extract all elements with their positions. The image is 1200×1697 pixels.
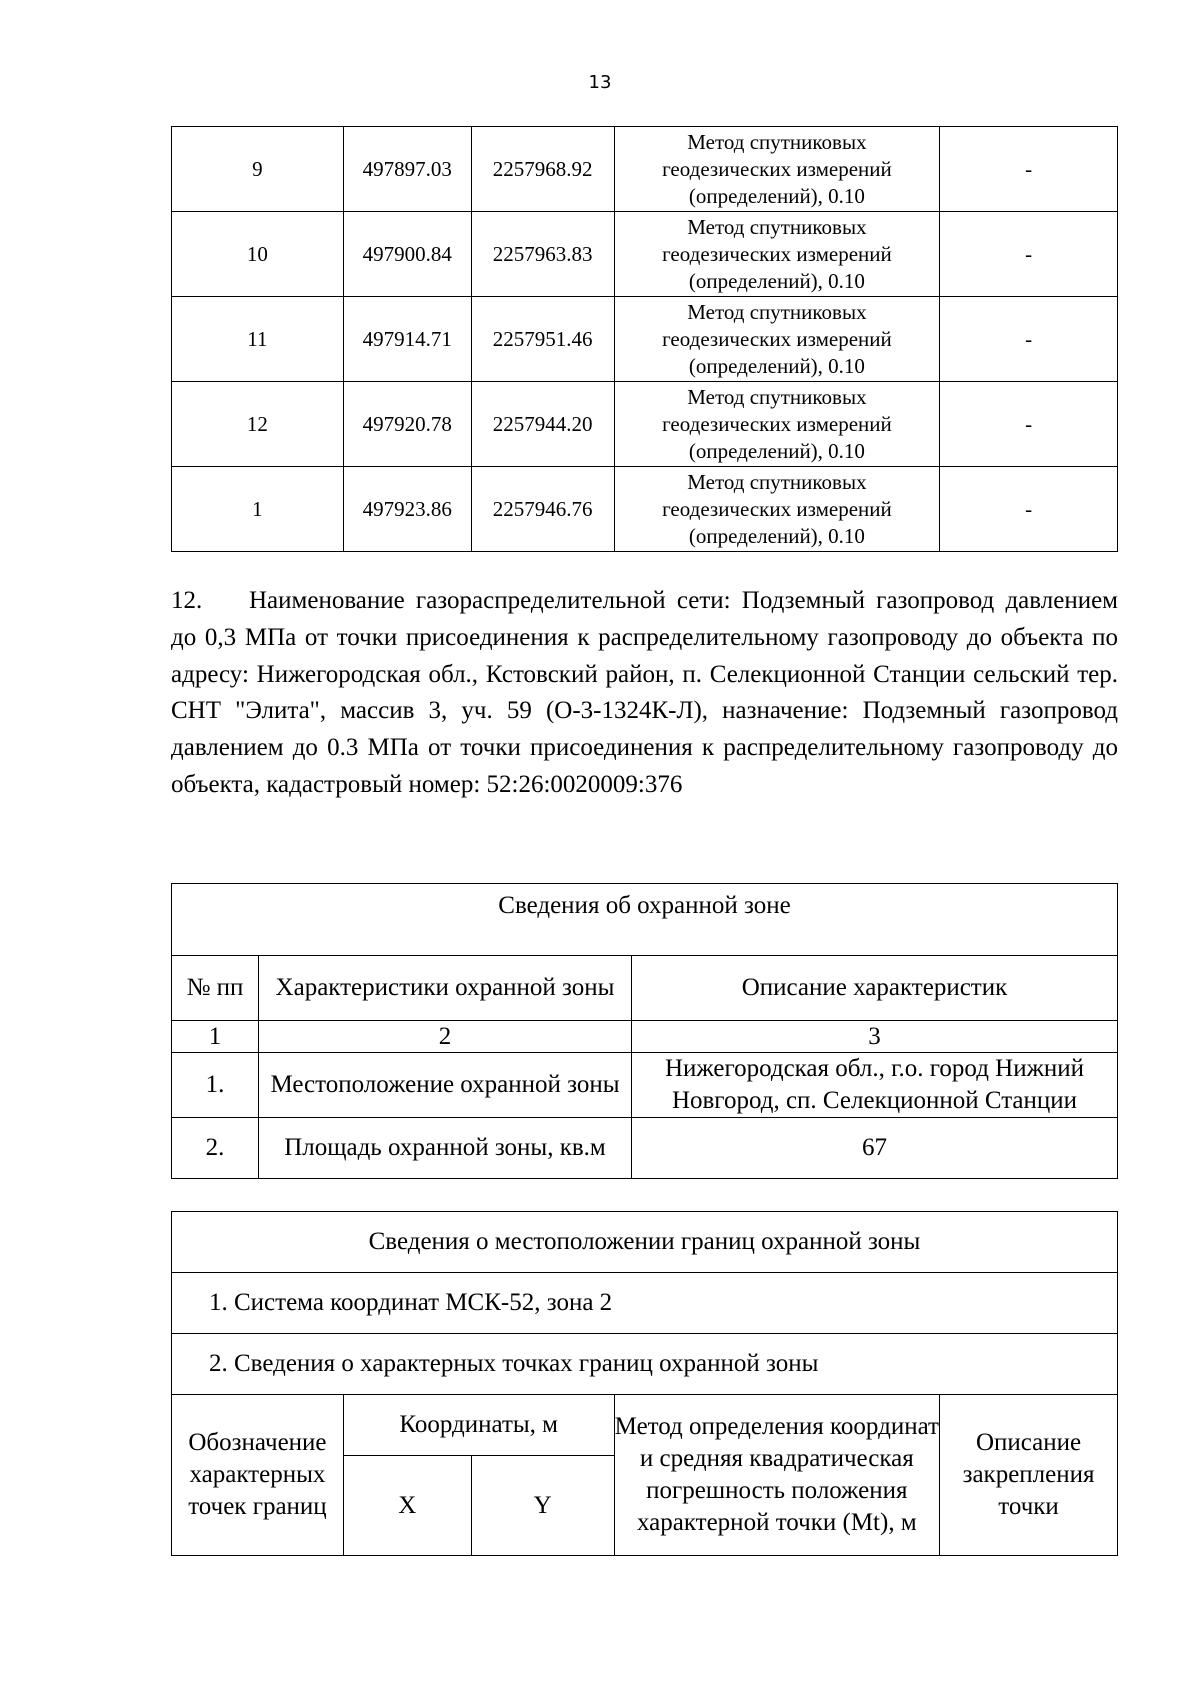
paragraph-text: Наименование газораспределительной сети: Подземный газопровод давлением до 0,3 МПа от точки присоединения к распределительному газопроводу до объекта по адресу: Нижегородская обл., Кстовский район, п. Селекционной Станции сельский тер. СНТ "Элита", массив 3, уч. 59 (О-3-1324К-Л), назначение: Подземный газопровод давлением до 0.3 МПа от точки присоединения к распределительному газопроводу до объекта, кадастровый номер: 52:26:0020009:376 (171, 587, 1118, 798)
points-info-heading: 2. Сведения о характерных точках границ охранной зоны (172, 1334, 1118, 1395)
point-description: - (940, 127, 1118, 212)
point-method: Метод спутниковых геодезических измерений (определений), 0.10 (614, 467, 940, 552)
header-description: Описание характеристик (632, 956, 1118, 1021)
page-number: 13 (588, 72, 612, 93)
point-description: - (940, 297, 1118, 382)
point-y: 2257968.92 (471, 127, 614, 212)
network-paragraph (171, 583, 1118, 804)
point-method: Метод спутниковых геодезических измерений (определений), 0.10 (614, 127, 940, 212)
point-y: 2257944.20 (471, 382, 614, 467)
zone-info-table (171, 883, 1118, 1179)
header-characteristic: Характеристики охранной зоны (259, 956, 632, 1021)
table-row (172, 1053, 1118, 1118)
header-y: Y (471, 1456, 614, 1556)
point-y: 2257946.76 (471, 467, 614, 552)
row-num: 1. (172, 1053, 259, 1118)
col-number: 3 (632, 1021, 1118, 1053)
table-header-row (172, 1395, 1118, 1456)
point-method: Метод спутниковых геодезических измерений (определений), 0.10 (614, 212, 940, 297)
row-characteristic: Площадь охранной зоны, кв.м (259, 1118, 632, 1179)
row-description: Нижегородская обл., г.о. город Нижний Новгород, сп. Селекционной Станции (632, 1053, 1118, 1118)
table-header-row (172, 956, 1118, 1021)
header-method: Метод определения координат и средняя квадратическая погрешность положения характерной точки (Mt), м (614, 1395, 940, 1556)
point-description: - (940, 467, 1118, 552)
table-row (172, 1118, 1118, 1179)
table-row (172, 127, 1118, 212)
point-x: 497914.71 (343, 297, 471, 382)
header-point-description: Описание закрепления точки (940, 1395, 1118, 1556)
point-method: Метод спутниковых геодезических измерений (определений), 0.10 (614, 297, 940, 382)
column-numbers-row (172, 1021, 1118, 1053)
row-num: 2. (172, 1118, 259, 1179)
row-description: 67 (632, 1118, 1118, 1179)
header-coordinates: Координаты, м (343, 1395, 614, 1456)
location-table-title: Сведения о местоположении границ охранной зоны (172, 1212, 1118, 1273)
col-number: 1 (172, 1021, 259, 1053)
point-label: 11 (172, 297, 344, 382)
point-y: 2257951.46 (471, 297, 614, 382)
table-row (172, 297, 1118, 382)
point-x: 497900.84 (343, 212, 471, 297)
zone-table-title: Сведения об охранной зоне (172, 884, 1118, 956)
table-row (172, 212, 1118, 297)
point-label: 9 (172, 127, 344, 212)
point-x: 497920.78 (343, 382, 471, 467)
point-x: 497897.03 (343, 127, 471, 212)
point-description: - (940, 382, 1118, 467)
coordinate-system: 1. Система координат МСК-52, зона 2 (172, 1273, 1118, 1334)
point-label: 10 (172, 212, 344, 297)
points-table (171, 126, 1118, 552)
header-designation: Обозначение характерных точек границ (172, 1395, 344, 1556)
header-x: X (343, 1456, 471, 1556)
col-number: 2 (259, 1021, 632, 1053)
row-characteristic: Местоположение охранной зоны (259, 1053, 632, 1118)
zone-location-table (171, 1211, 1118, 1556)
point-description: - (940, 212, 1118, 297)
header-num: № пп (172, 956, 259, 1021)
point-label: 12 (172, 382, 344, 467)
table-row (172, 467, 1118, 552)
point-x: 497923.86 (343, 467, 471, 552)
paragraph-number: 12. (171, 587, 203, 614)
point-y: 2257963.83 (471, 212, 614, 297)
table-row (172, 382, 1118, 467)
point-method: Метод спутниковых геодезических измерений (определений), 0.10 (614, 382, 940, 467)
point-label: 1 (172, 467, 344, 552)
